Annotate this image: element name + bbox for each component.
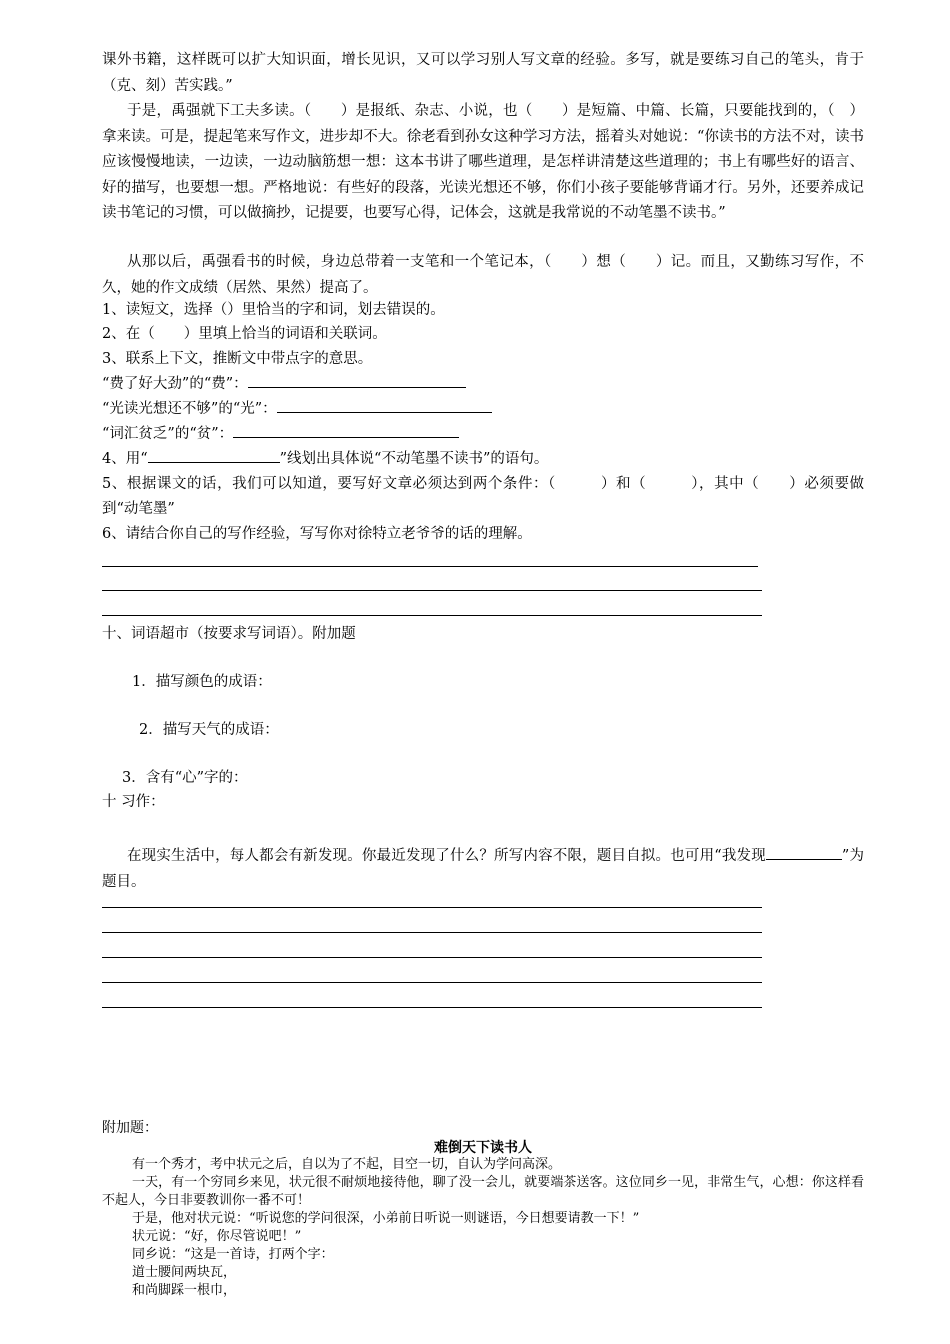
question-3c	[102, 422, 459, 446]
question-6: 6、请结合你自己的写作经验，写写你对徐特立老爷爷的话的理解。	[102, 526, 532, 542]
question-4-suffix: ”线划出具体说“不动笔墨不读书”的语句。	[279, 451, 549, 467]
bonus-label: 附加题：	[102, 1120, 158, 1136]
composition-line-1[interactable]	[102, 907, 762, 908]
answer-line-6-1[interactable]	[102, 566, 758, 567]
question-3a-label: “费了好大劲”的“费”：	[102, 376, 248, 392]
story-line-5: 同乡说：“这是一首诗，打两个字：	[132, 1247, 334, 1262]
composition-heading: 十 习作：	[102, 794, 165, 810]
answer-line-6-3[interactable]	[102, 615, 762, 616]
question-3: 3、联系上下文，推断文中带点字的意思。	[102, 351, 373, 367]
composition-line-3[interactable]	[102, 957, 762, 958]
composition-line-4[interactable]	[102, 982, 762, 983]
title-blank[interactable]	[766, 844, 842, 860]
section-ten-heading: 十、词语超市（按要求写词语）。附加题	[102, 626, 356, 642]
story-line-2: 一天，有一个穷同乡来见，状元很不耐烦地接待他，聊了没一会儿，就要端茶送客。这位同乡一见，非常生气，心想：你这样看不起人，今日非要教训你一番不可！	[102, 1175, 864, 1208]
composition-prompt-end: ”为题目。	[102, 848, 864, 890]
story-line-6: 道士腰间两块瓦，	[132, 1265, 237, 1280]
section-ten-item-1: 1．描写颜色的成语：	[132, 674, 272, 690]
question-1: 1、读短文，选择（）里恰当的字和词，划去错误的。	[102, 302, 445, 318]
answer-blank-3a[interactable]	[248, 372, 466, 388]
question-3b	[102, 397, 492, 421]
question-4	[102, 447, 548, 471]
section-ten-item-3: 3．含有“心”字的：	[122, 770, 248, 786]
passage-paragraph-1: 课外书籍，这样既可以扩大知识面，增长见识，又可以学习别人写文章的经验。多写，就是要练习自己的笔头，肯于（克、刻）苦实践。”	[102, 52, 864, 94]
passage-paragraph-3: 从那以后，禹强看书的时候，身边总带着一支笔和一个笔记本，（ ）想（ ）记。而且，又勤练习写作，不久，她的作文成绩（居然、果然）提高了。	[102, 254, 864, 296]
question-3a	[102, 372, 466, 396]
question-5: 5、根据课文的话，我们可以知道，要写好文章必须达到两个条件：（ ）和（ ），其中（ ）必须要做到“动笔墨”	[102, 476, 864, 517]
composition-prompt	[102, 843, 864, 895]
story-line-1: 有一个秀才，考中状元之后，自以为了不起，目空一切，自认为学问高深。	[132, 1157, 562, 1172]
question-3b-label: “光读光想还不够”的“光”：	[102, 401, 277, 417]
question-2: 2、在（ ）里填上恰当的词语和关联词。	[102, 326, 387, 342]
composition-prompt-text: 在现实生活中，每人都会有新发现。你最近发现了什么？所写内容不限，题目自拟。也可用“我发现	[127, 848, 766, 864]
story-line-7: 和尚脚踩一根巾，	[132, 1283, 237, 1298]
composition-line-5[interactable]	[102, 1007, 762, 1008]
question-3c-label: “词汇贫乏”的“贫”：	[102, 426, 234, 442]
section-ten-item-2: 2．描写天气的成语：	[139, 722, 279, 738]
passage-paragraph-2: 于是，禹强就下工夫多读。（ ）是报纸、杂志、小说，也（ ）是短篇、中篇、长篇，只要能找到的，（ ）拿来读。可是，提起笔来写作文，进步却不大。徐老看到孙女这种学习方法，摇着头对她说：“你读书的方法不对，读书应该慢慢地读，一边读，一边动脑筋想一想：这本书讲了哪些道理，是怎样讲清楚这些道理的；书上有哪些好的语言、好的描写，也要想一想。严格地说：有些好的段落，光读光想还不够，你们小孩子要能够背诵才行。另外，还要养成记读书笔记的习惯，可以做摘抄，记提要，也要写心得，记体会，这就是我常说的不动笔墨不读书。”	[102, 103, 864, 222]
answer-line-6-2[interactable]	[102, 590, 762, 591]
underline-sample	[148, 447, 280, 463]
answer-blank-3c[interactable]	[233, 422, 459, 438]
composition-line-2[interactable]	[102, 932, 762, 933]
story-line-3: 于是，他对状元说：“听说您的学问很深，小弟前日听说一则谜语，今日想要请教一下！”	[132, 1211, 640, 1226]
answer-blank-3b[interactable]	[277, 397, 492, 413]
story-title: 难倒天下读书人	[434, 1140, 532, 1156]
story-line-4: 状元说：“好，你尽管说吧！”	[132, 1229, 302, 1244]
question-4-prefix: 4、用“	[102, 451, 148, 467]
